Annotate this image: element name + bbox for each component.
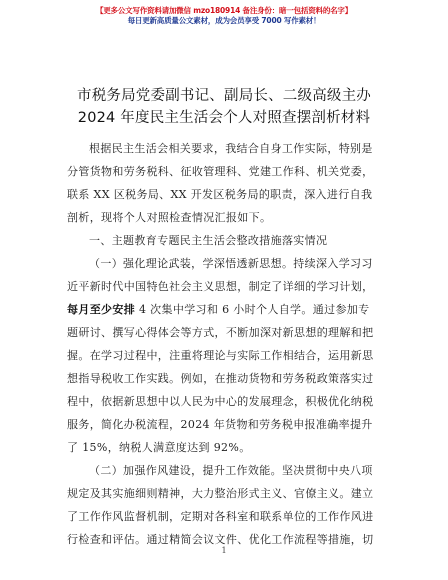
paragraph-2-line: [67, 298, 385, 321]
paragraph-2-line: （一）强化理论武装，学深悟透新思想。持续深入学习习: [89, 257, 373, 270]
paragraph-1-line: 剖析，现将个人对照检查情况汇报如下。: [67, 211, 272, 224]
promo-banner: [0, 6, 448, 26]
page-number: 1: [221, 546, 227, 555]
paragraph-3-line: 规定及其实施细则精神，大力整治形式主义、官僚主义。建立: [67, 487, 374, 500]
paragraph-2-line-rest: 4 次集中学习和 6 小时个人自学。通过参加专: [135, 303, 370, 316]
paragraph-3-line: （二）加强作风建设，提升工作效能。坚决贯彻中央八项: [89, 464, 373, 477]
title-line-2: 2024 年度民主生活会个人对照查摆剖析材料: [77, 110, 371, 126]
title-line-1: 市税务局党委副书记、副局长、二级高级主办: [77, 88, 371, 104]
document-body: [67, 137, 385, 551]
paragraph-2-line: 程中，依据新思想中以人民为中心的发展理念，积极优化纳税: [67, 395, 374, 408]
promo-banner-line-1: 【更多公文写作资料请加微信 mzo180914 备注身份：暗一包括资料的名字】: [95, 6, 353, 15]
paragraph-2-line: 题研讨、撰写心得体会等方式，不断加深对新思想的理解和把: [67, 326, 374, 339]
promo-banner-line-2: 每日更新高质量公文素材，成为会员享受 7000 写作素材！: [127, 16, 321, 25]
paragraph-2-line: 握。在学习过程中，注重将理论与实际工作相结合，运用新思: [67, 349, 374, 362]
paragraph-3-line: 了工作作风监督机制，定期对各科室和联系单位的工作作风进: [67, 510, 374, 523]
paragraph-1-line: 联系 XX 区税务局、XX 开发区税务局的职责，深入进行自我: [67, 188, 373, 201]
paragraph-2-line: 服务，简化办税流程，2024 年货物和劳务税申报准确率提升: [67, 418, 373, 431]
paragraph-1-line: 根据民主生活会相关要求，我结合自身工作实际，特别是: [89, 142, 373, 155]
paragraph-2-line: 了 15%，纳税人满意度达到 92%。: [67, 441, 251, 454]
paragraph-2-line: 近平新时代中国特色社会主义思想，制定了详细的学习计划，: [67, 280, 374, 293]
paragraph-1-line: 分管货物和劳务税科、征收管理科、党建工作科、机关党委，: [67, 165, 374, 178]
paragraph-2-line: 想指导税收工作实践。例如，在推动货物和劳务税政策落实过: [67, 372, 374, 385]
document-title: [36, 85, 412, 129]
section-heading-1: 一、主题教育专题民主生活会整改措施落实情况: [89, 234, 328, 247]
bold-phrase: 每月至少安排: [67, 303, 136, 316]
paragraph-3-line: 行检查和评估。通过精简会议文件、优化工作流程等措施，切: [67, 533, 374, 546]
